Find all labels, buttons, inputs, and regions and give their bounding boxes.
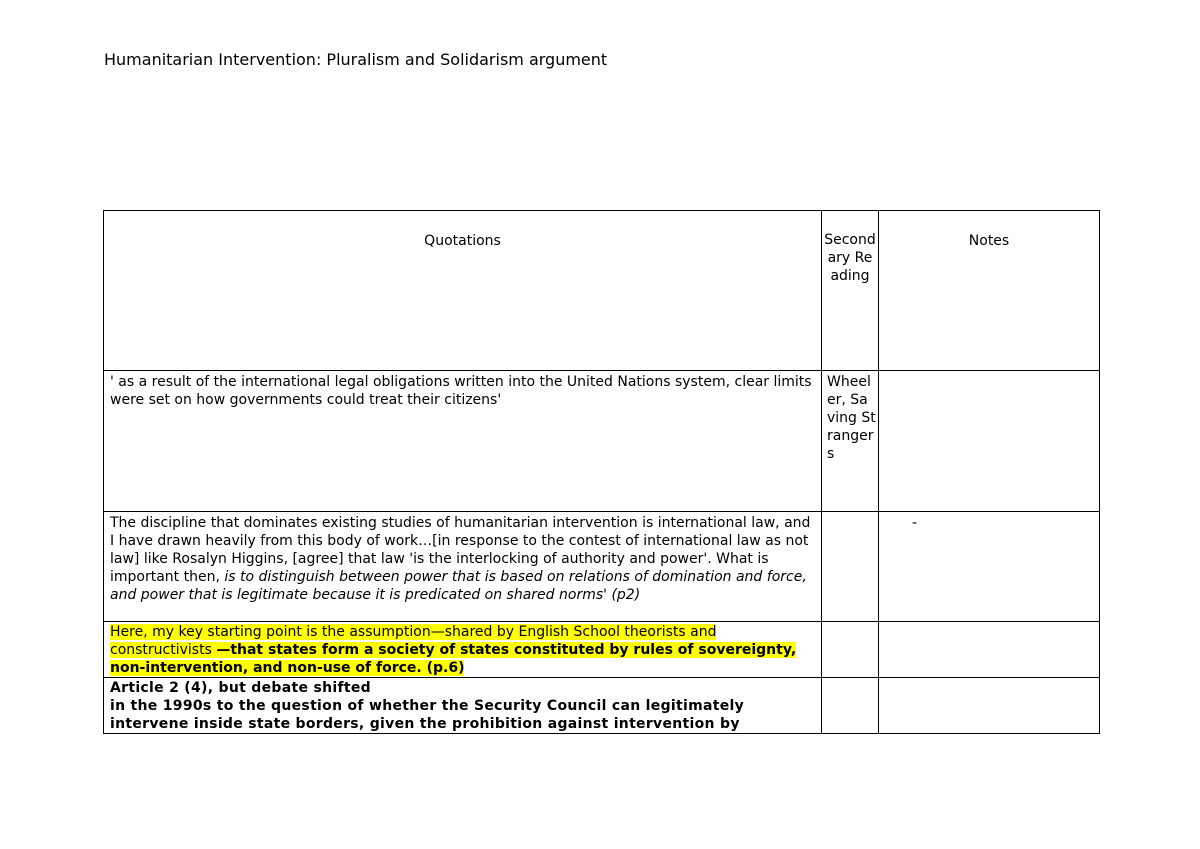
reading-cell <box>822 512 879 622</box>
quote-cell <box>104 371 822 512</box>
quote-text: ' as a result of the international legal obligations written into the United Nations system, clear limits were set on how governments could treat their citizens' <box>110 374 812 408</box>
quote-line: Article 2 (4), but debate shifted <box>110 680 371 696</box>
quotations-table <box>103 210 1100 734</box>
reading-cell: Wheeler, Saving Strangers <box>822 371 879 512</box>
table-header-row <box>104 211 1100 371</box>
quote-cell <box>104 512 822 622</box>
reading-cell <box>822 622 879 678</box>
table-row <box>104 371 1100 512</box>
document-title: Humanitarian Intervention: Pluralism and Solidarism argument <box>104 50 608 69</box>
header-quotations: Quotations <box>104 211 822 371</box>
quote-line: in the 1990s to the question of whether the Security Council can legitimately <box>110 698 745 714</box>
quote-line: intervene inside state borders, given the prohibition against intervention by <box>110 716 740 732</box>
header-notes: Notes <box>879 211 1100 371</box>
highlighted-bold-quote-text: —that states form a society of states constituted by rules of sovereignty, non-intervention, and non-use of force. (p.6) <box>110 642 797 676</box>
notes-cell <box>879 678 1100 734</box>
notes-cell <box>879 622 1100 678</box>
table-row <box>104 678 1100 734</box>
table-row <box>104 622 1100 678</box>
highlighted-quote-text: Here, my key starting point is the assumption—shared by English School theorists and constructivists <box>110 624 717 658</box>
quote-citation: ' (p2) <box>603 587 641 603</box>
header-secondary-reading: Secondary Reading <box>822 211 879 371</box>
reading-cell <box>822 678 879 734</box>
notes-dash: - <box>912 515 918 531</box>
quote-italic-text: is to distinguish between power that is based on relations of domination and force, and power that is legitimate because it is predicated on shared norms <box>110 569 807 603</box>
notes-cell <box>879 371 1100 512</box>
quote-cell <box>104 678 822 734</box>
table-row <box>104 512 1100 622</box>
quote-text: The discipline that dominates existing studies of humanitarian intervention is international law, and I have drawn heavily from this body of work…[in response to the contest of international law as not law] like Rosalyn Higgins, [agree] that law 'is the interlocking of authority and power'. What is important then, <box>110 515 811 585</box>
notes-cell <box>879 512 1100 622</box>
quote-cell <box>104 622 822 678</box>
